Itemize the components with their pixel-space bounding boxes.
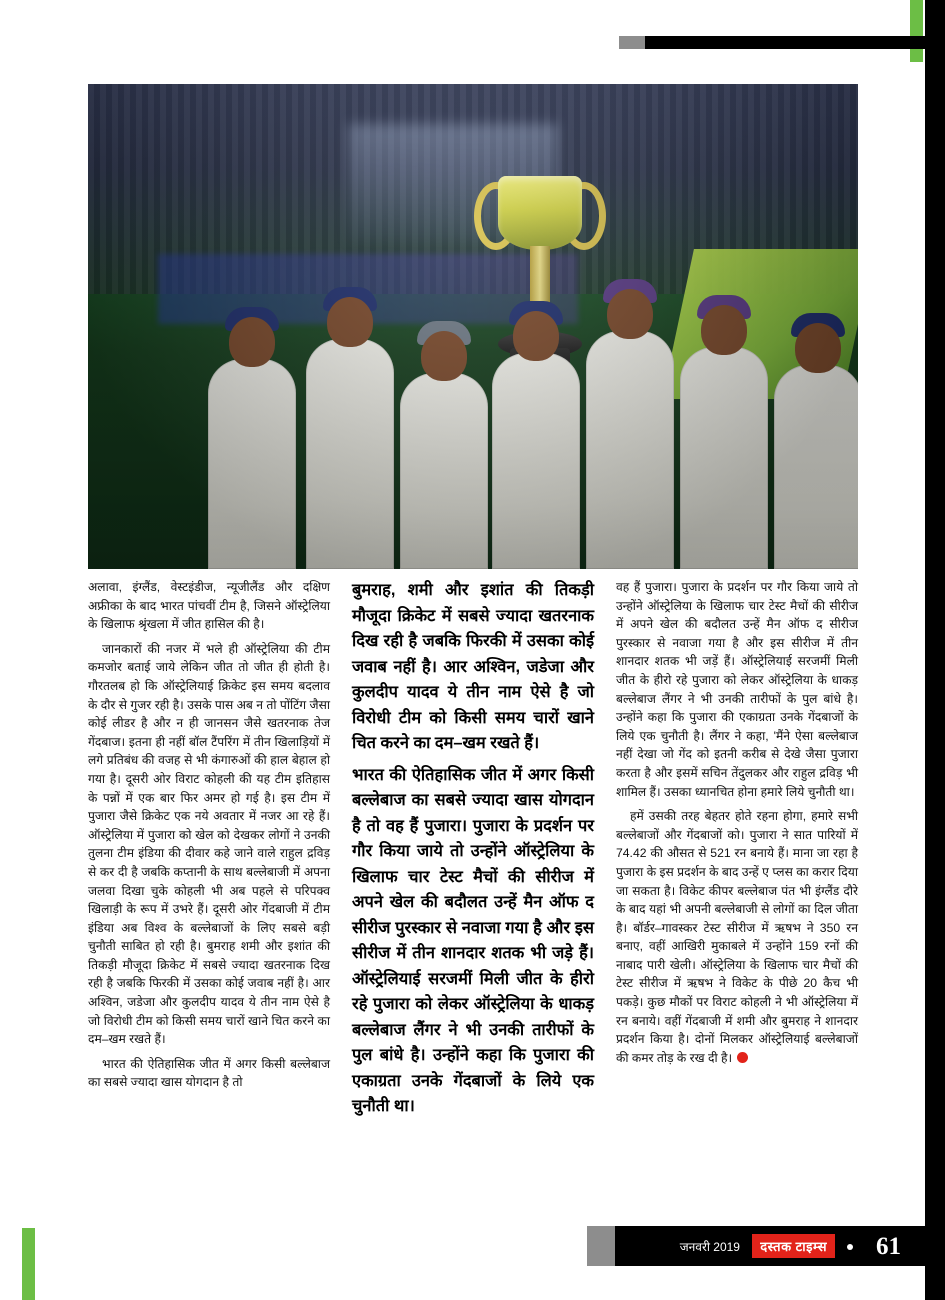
- player-head: [327, 297, 373, 347]
- pullquote-paragraph: भारत की ऐतिहासिक जीत में अगर किसी बल्लेबाज का सबसे ज्यादा खास योगदान है तो वह हैं पुजारा। पुजारा के प्रदर्शन पर गौर किया जाये तो उन्होंने ऑस्ट्रेलिया के खिलाफ चार टेस्ट मैचों की सीरीज में अपने खेल की बदौलत उन्हें मैन ऑफ द सीरीज पुरस्कार से नवाजा गया है और इस सीरीज में तीन शानदार शतक भी जड़े हैं। ऑस्ट्रेलियाई सरजमीं मिली जीत के हीरो रहे पुजारा को लेकर ऑस्ट्रेलिया के धाकड़ बल्लेबाज लैंगर ने भी उनकी तारीफों के पुल बांधे है। उन्होंने कहा कि पुजारा की एकाग्रता उनके गेंदबाजों के लिये एक चुनौती था।: [352, 765, 594, 1115]
- player-head: [421, 331, 467, 381]
- player-head: [795, 323, 841, 373]
- top-green-bar: [910, 0, 923, 62]
- player-figure: [586, 331, 674, 569]
- player-head: [229, 317, 275, 367]
- top-grey-bar: [619, 36, 645, 49]
- article-columns: [88, 578, 858, 1238]
- column-middle-pullquote: [352, 578, 594, 1238]
- player-figure: [492, 353, 580, 569]
- end-of-article-dot: [737, 1052, 748, 1063]
- footer-bullet-icon: [847, 1244, 853, 1250]
- footer-grey-block: [587, 1226, 615, 1266]
- trophy-cup: [498, 176, 582, 250]
- page-number: 61: [876, 1233, 901, 1260]
- column-left: [88, 578, 330, 1238]
- player-head: [607, 289, 653, 339]
- right-black-bar: [925, 0, 945, 1300]
- player-figure: [306, 339, 394, 569]
- player-figure: [680, 347, 768, 569]
- paragraph: वह हैं पुजारा। पुजारा के प्रदर्शन पर गौर किया जाये तो उन्होंने ऑस्ट्रेलिया के खिलाफ चार टेस्ट मैचों की सीरीज में अपने खेल की बदौलत उन्हें मैन ऑफ द सीरीज पुरस्कार से नवाजा गया है और इस सीरीज में तीन शानदार शतक भी जड़ें हैं। ऑस्ट्रेलियाई सरजमीं मिली जीत के हीरो रहे पुजारा को लेकर ऑस्ट्रेलिया के धाकड़ बल्लेबाज लैंगर ने भी उनकी तारीफों के पुल बांधे है। उन्होंने कहा कि पुजारा की एकाग्रता उनके गेंदबाजों के लिये एक चुनौती है। लैंगर ने कहा, 'मैंने ऐसा बल्लेबाज नहीं देखा जो गेंद को इतनी करीब से देखे जैसा पुजारा करता है और इसमें सचिन तेंदुलकर और राहुल द्रविड़ भी शामिल हैं। उसका ध्यानचित होना हमारे लिये चुनौती था।: [616, 580, 858, 799]
- footer-date: जनवरी 2019: [679, 1240, 740, 1254]
- player-head: [513, 311, 559, 361]
- player-head: [701, 305, 747, 355]
- page-footer: [0, 1226, 945, 1266]
- player-figure: [400, 373, 488, 569]
- paragraph: अलावा, इंग्लैंड, वेस्टइंडीज, न्यूजीलैंड और दक्षिण अफ्रीका के बाद भारत पांचवीं टीम है, जिसने ऑस्ट्रेलिया के खिलाफ श्रृंखला में जीत हासिल की है।: [88, 580, 330, 632]
- player-figure: [774, 365, 858, 569]
- player-figure: [208, 359, 296, 569]
- paragraph: जानकारों की नजर में भले ही ऑस्ट्रेलिया की टीम कमजोर बताई जाये लेकिन जीत तो जीत ही होती है। गौरतलब हो कि ऑस्ट्रेलियाई क्रिकेट इस समय बदलाव के दौर से गुजर रही है। उसके पास अब न तो पोंटिंग जैसा कोई लीडर है और न ही जानसन जैसे खतरनाक तेज गेंदबाज। इतना ही नहीं बॉल टैंपरिंग में तीन खिलाड़ियों में लगे प्रतिबंध की वजह से भी कंगारुओं की हाल बेहाल हो गया है। दूसरी ओर विराट कोहली की यह टीम इतिहास के पन्नों में एक बार फिर अमर हो गई है। इस टीम में पुजारा जैसे क्रिकेट एक नये अवतार में नजर आ रहे हैं। ऑस्ट्रेलिया में पुजारा को खेल को देखकर लोगों ने उनकी तुलना टीम इंडिया की दीवार कहे जाने वाले राहुल द्रविड़ से कर दी है जबकि कप्तानी के साथ बल्लेबाजी में अपना जलवा दिखा चुके कोहली भी अब पहले से परिपक्व खिलाड़ी के रूप में उभरे हैं। दूसरी ओर गेंदबाजी में टीम इंडिया अब विश्व के बल्लेबाजों के लिए सबसे बड़ी चुनौती साबित हो रही है। बुमराह शमी और इशांत की तिकड़ी मौजूदा क्रिकेट में सबसे ज्यादा खतरनाक दिख रही है जबकि फिरकी में उसका कोई जवाब नहीं है। आर अश्विन, जडेजा और कुलदीप यादव ये तीन नाम ऐसे है जो विरोधी टीम को किसी समय चारों खाने चित करने का दम–खम रखते हैं।: [88, 641, 330, 1047]
- paragraph: भारत की ऐतिहासिक जीत में अगर किसी बल्लेबाज का सबसे ज्यादा खास योगदान है तो: [88, 1056, 330, 1090]
- paragraph-text: हमें उसकी तरह बेहतर होते रहना होगा, हमारे सभी बल्लेबाजों और गेंदबाजों को। पुजारा ने सात पारियों में 74.42 की औसत से 521 रन बनाये हैं। माना जा रहा है पुजारा के इस प्रदर्शन के बाद उन्हें ए प्लस का करार दिया जा सकता है। विकेट कीपर बल्लेबाज पंत भी इंग्लैंड दौरे के बाद यहां भी अपनी बल्लेबाजी से लोगों का दिल जीता है। बॉर्डर–गावस्कर टेस्ट सीरीज में ऋषभ ने 350 रन बनाए, वहीं आखिरी मुकाबले में उन्होंने 159 रनों की नाबाद पारी खेली। ऑस्ट्रेलिया के खिलाफ चार मैचों की टेस्ट सीरीज में ऋषभ ने विकेट के पीछे 20 कैच भी पकड़े। कुछ मौकों पर विराट कोहली ने भी ऑस्ट्रेलिया में रन बनाये। वहीं गेंदबाजी में शमी और बुमराह ने शानदार प्रदर्शन किया है। दोनों मिलकर ऑस्ट्रेलियाई बल्लेबाजों की कमर तोड़ के रख दी है।: [616, 809, 858, 1065]
- paragraph: [616, 807, 858, 1067]
- column-right: [616, 578, 858, 1238]
- footer-masthead: दस्तक टाइम्स: [752, 1234, 835, 1258]
- top-black-bar: [645, 36, 925, 49]
- hero-photo: [88, 84, 858, 569]
- pullquote-paragraph: बुमराह, शमी और इशांत की तिकड़ी मौजूदा क्रिकेट में सबसे ज्यादा खतरनाक दिख रही है जबकि फिरकी में उसका कोई जवाब नहीं है। आर अश्विन, जडेजा और कुलदीप यादव ये तीन नाम ऐसे है जो विरोधी टीम को किसी समय चारों खाने चित करने का दम–खम रखते हैं।: [352, 581, 594, 752]
